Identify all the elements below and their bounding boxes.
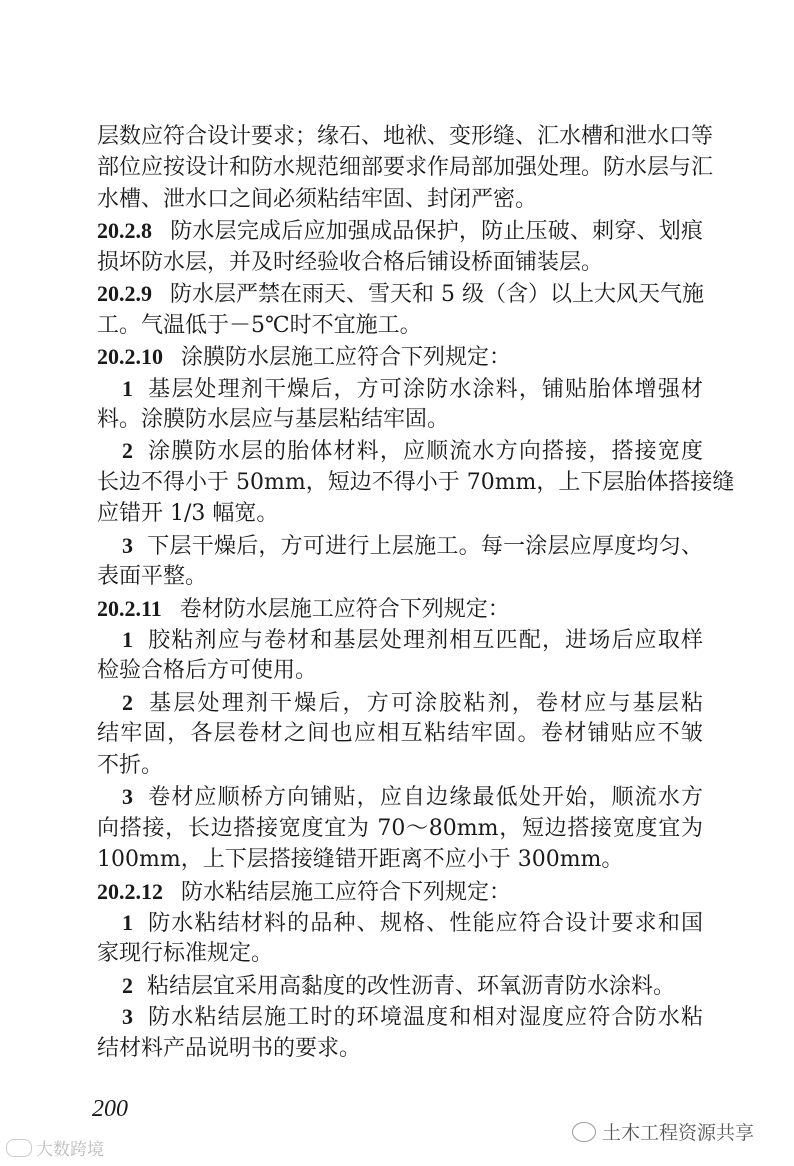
paragraph <box>97 907 703 970</box>
line-text: 基层处理剂干燥后，方可涂胶粘剂，卷材应与基层粘 <box>147 690 703 716</box>
document-body <box>97 121 735 1064</box>
text-line <box>97 1033 703 1064</box>
line-text: 向搭接，长边搭接宽度宜为 70～80mm，短边搭接宽度宜为 <box>97 815 703 841</box>
paragraph <box>97 121 714 215</box>
text-line <box>97 467 735 498</box>
text-line <box>97 718 703 749</box>
item-number: 3 <box>122 784 133 810</box>
paragraph <box>97 593 703 624</box>
line-text: 层数应符合设计要求；缘石、地袱、变形缝、汇水槽和泄水口等 <box>97 124 714 149</box>
line-text: 防水粘结材料的品种、规格、性能应符合设计要求和国 <box>147 910 703 936</box>
item-number: 1 <box>122 627 133 652</box>
text-line <box>97 278 703 309</box>
paragraph <box>97 278 703 341</box>
line-text: 工。气温低于－5℃时不宜施工。 <box>97 312 422 338</box>
text-line <box>97 152 714 183</box>
line-text: 表面平整。 <box>97 564 208 590</box>
line-text: 损坏防水层，并及时经验收合格后铺设桥面铺装层。 <box>97 249 604 275</box>
text-line <box>97 341 703 372</box>
line-text: 家现行标准规定。 <box>97 941 274 967</box>
clause-number: 20.2.10 <box>97 344 163 370</box>
line-text: 下层干燥后，方可进行上层施工。每一涂层应厚度均匀、 <box>147 533 703 559</box>
paragraph <box>97 687 703 781</box>
text-line <box>97 844 703 875</box>
text-line <box>97 938 703 969</box>
text-line <box>97 970 703 1001</box>
paragraph <box>97 435 735 529</box>
text-line <box>97 813 703 844</box>
text-line <box>97 215 703 246</box>
item-number: 1 <box>122 375 133 401</box>
line-text: 防水层严禁在雨天、雪天和 5 级（含）以上大风天气施 <box>170 282 704 308</box>
clause-number: 20.2.8 <box>97 218 152 244</box>
text-line <box>97 687 703 718</box>
paragraph <box>97 530 703 593</box>
item-number: 3 <box>122 1004 133 1030</box>
item-number: 3 <box>122 532 133 558</box>
paragraph <box>97 970 703 1001</box>
paragraph <box>97 624 703 687</box>
text-line <box>97 184 703 215</box>
item-number: 1 <box>122 909 133 935</box>
text-line <box>97 404 703 435</box>
watermark-left-text: 大数跨境 <box>36 1140 104 1160</box>
text-line <box>97 907 703 938</box>
line-text: 粘结层宜采用高黏度的改性沥青、环氧沥青防水涂料。 <box>147 973 676 999</box>
line-text: 涂膜防水层施工应符合下列规定： <box>181 345 512 371</box>
text-line <box>97 247 703 278</box>
paragraph <box>97 781 703 875</box>
line-text: 检验合格后方可使用。 <box>97 658 318 684</box>
line-text: 卷材应顺桥方向铺贴，应自边缘最低处开始，顺流水方 <box>147 785 703 811</box>
clause-number: 20.2.11 <box>97 595 162 621</box>
line-text: 结牢固，各层卷材之间也应相互粘结牢固。卷材铺贴应不皱 <box>97 721 703 747</box>
text-line <box>97 655 703 686</box>
paragraph <box>97 341 703 372</box>
text-line <box>97 373 703 404</box>
text-line <box>97 624 703 655</box>
text-line <box>97 530 703 561</box>
watermark-text: 土木工程资源共享 <box>602 1122 755 1144</box>
line-text: 部位应按设计和防水规范细部要求作局部加强处理。防水层与汇 <box>97 155 714 181</box>
line-text: 100mm，上下层搭接缝错开距离不应小于 300mm。 <box>97 847 624 873</box>
text-line <box>97 781 703 812</box>
line-text: 基层处理剂干燥后，方可涂防水涂料，铺贴胎体增强材 <box>147 376 703 402</box>
line-text: 涂膜防水层的胎体材料，应顺流水方向搭接，搭接宽度 <box>147 439 703 465</box>
corner-watermark <box>6 1135 104 1160</box>
text-line <box>97 1001 703 1032</box>
line-text: 结材料产品说明书的要求。 <box>97 1035 362 1061</box>
line-text: 防水粘结层施工应符合下列规定： <box>181 879 512 905</box>
text-line <box>97 498 703 529</box>
paragraph <box>97 876 703 907</box>
text-line <box>97 435 703 466</box>
text-line <box>97 876 703 907</box>
line-text: 水槽、泄水口之间必须粘结牢固、封闭严密。 <box>97 186 538 212</box>
wechat-icon <box>572 1122 596 1142</box>
item-number: 2 <box>122 438 133 464</box>
item-number: 2 <box>122 689 133 715</box>
line-text: 胶粘剂应与卷材和基层处理剂相互匹配，进场后应取样 <box>147 628 703 653</box>
item-number: 2 <box>122 972 133 998</box>
line-text: 卷材防水层施工应符合下列规定： <box>179 596 510 622</box>
text-line <box>97 121 714 152</box>
line-text: 料。涂膜防水层应与基层粘结牢固。 <box>97 406 450 432</box>
logo-icon <box>6 1139 32 1157</box>
line-text: 应错开 1/3 幅宽。 <box>97 501 279 527</box>
clause-number: 20.2.12 <box>97 878 163 904</box>
line-text: 防水层完成后应加强成品保护，防止压破、刺穿、划痕 <box>170 219 703 245</box>
paragraph <box>97 1001 703 1064</box>
text-line <box>97 561 703 592</box>
text-line <box>97 750 703 781</box>
text-line <box>97 310 703 341</box>
paragraph <box>97 215 703 278</box>
line-text: 防水粘结层施工时的环境温度和相对湿度应符合防水粘 <box>147 1005 703 1031</box>
clause-number: 20.2.9 <box>97 281 152 307</box>
wechat-watermark <box>572 1118 754 1145</box>
line-text: 不折。 <box>97 752 164 778</box>
text-line <box>97 593 703 624</box>
line-text: 长边不得小于 50mm，短边不得小于 70mm，上下层胎体搭接缝 <box>97 469 735 495</box>
paragraph <box>97 373 703 436</box>
page-number: 200 <box>92 1096 128 1122</box>
